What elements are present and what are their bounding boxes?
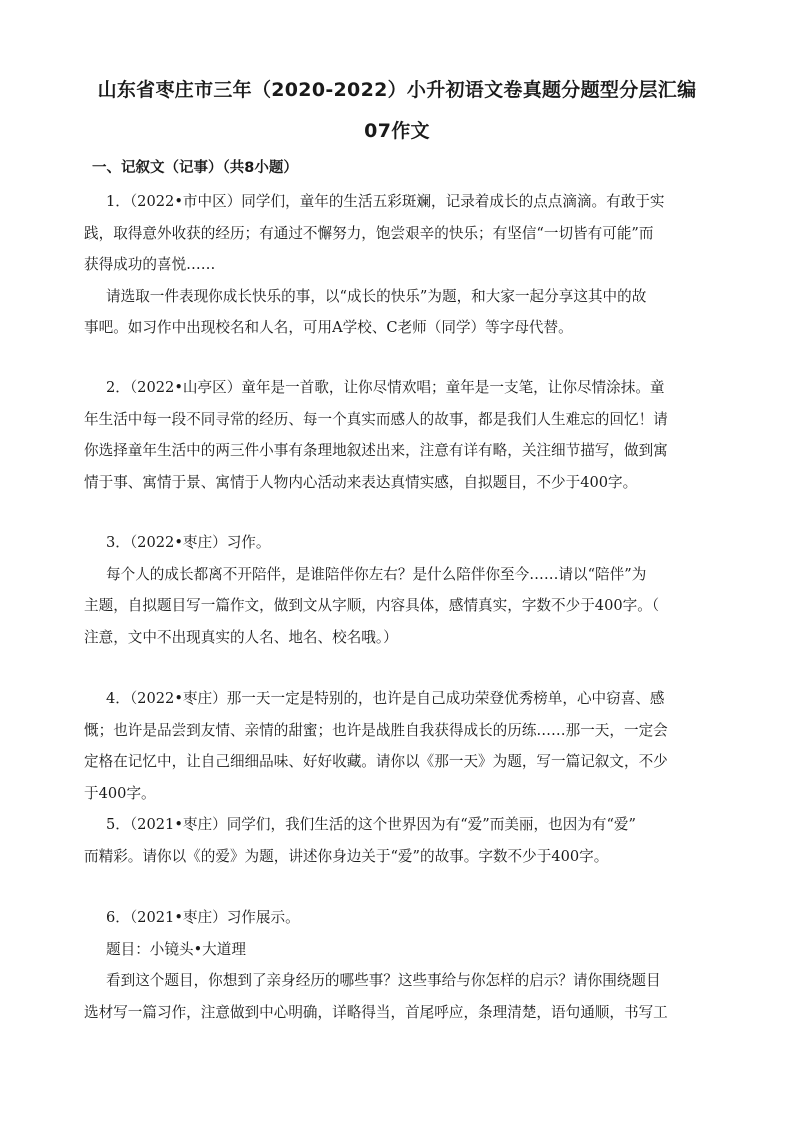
question-2-line: 2．（2022•山亭区）童年是一首歌，让你尽情欢唱；童年是一支笔，让你尽情涂抹。童 — [106, 379, 665, 396]
question-4-line: 定格在记忆中，让自己细细品味、好好收藏。请你以《那一天》为题，写一篇记叙文，不少 — [84, 753, 668, 770]
document-title-line-2: 07作文 — [364, 120, 430, 142]
question-2-line: 情于事、寓情于景、寓情于人物内心活动来表达真情实感，自拟题目，不少于400字。 — [84, 473, 638, 491]
question-6-line: 6．（2021•枣庄）习作展示。 — [106, 909, 300, 926]
question-4-line: 慨；也许是品尝到友情、亲情的甜蜜；也许是战胜自我获得成长的历练……那一天，一定会 — [84, 721, 668, 739]
question-1-line: 获得成功的喜悦…… — [84, 256, 216, 273]
question-4 — [84, 683, 730, 809]
question-6-line: 看到这个题目，你想到了亲身经历的哪些事？这些事给与你怎样的启示？请你围绕题目 — [106, 972, 661, 989]
question-2-line: 年生活中每一段不同寻常的经历、每一个真实而感人的故事，都是我们人生难忘的回忆！请 — [84, 410, 668, 428]
question-2 — [84, 372, 730, 498]
question-4-line: 于400字。 — [84, 784, 156, 802]
question-1-line: 1．（2022•市中区）同学们，童年的生活五彩斑斓，记录着成长的点点滴滴。有敢于实 — [106, 193, 665, 210]
question-4-line: 4．（2022•枣庄）那一天一定是特别的，也许是自己成功荣登优秀榜单，心中窃喜、感 — [106, 690, 665, 707]
question-3-line: 每个人的成长都离不开陪伴，是谁陪伴你左右？是什么陪伴你至今……请以“陪伴”为 — [106, 565, 647, 583]
question-1-line: 请选取一件表现你成长快乐的事，以“成长的快乐”为题，和大家一起分享这其中的故 — [106, 287, 647, 305]
question-5 — [84, 809, 730, 872]
question-3-line: 主题，自拟题目写一篇作文，做到文从字顺，内容具体，感情真实，字数不少于400字。（ — [84, 597, 660, 614]
question-3-line: 注意，文中不出现真实的人名、地名、校名哦。） — [84, 628, 398, 646]
document-title-line-1: 山东省枣庄市三年（2020-2022）小升初语文卷真题分题型分层汇编 — [97, 79, 697, 101]
question-6-line: 题目：小镜头•大道理 — [106, 940, 246, 958]
question-3-line: 3．（2022•枣庄）习作。 — [106, 534, 271, 551]
question-6 — [84, 902, 730, 1028]
question-2-line: 你选择童年生活中的两三件小事有条理地叙述出来，注意有详有略，关注细节描写，做到寓 — [84, 442, 668, 459]
question-5-line: 而精彩。请你以《的爱》为题，讲述你身边关于“爱”的故事。字数不少于400字。 — [84, 847, 609, 865]
question-1-line: 事吧。如习作中出现校名和人名，可用A学校、C老师（同学）等字母代替。 — [84, 319, 573, 336]
question-1-line: 践，取得意外收获的经历；有通过不懈努力，饱尝艰辛的快乐；有坚信“一切皆有可能”而 — [84, 224, 654, 242]
question-6-line: 选材写一篇习作，注意做到中心明确，详略得当，首尾呼应，条理清楚，语句通顺，书写工 — [84, 1003, 668, 1021]
question-3 — [84, 527, 730, 653]
question-1 — [84, 186, 730, 344]
question-5-line: 5．（2021•枣庄）同学们，我们生活的这个世界因为有“爱”而美丽，也因为有“爱” — [106, 816, 636, 833]
section-heading: 一、记叙文（记事）（共8小题） — [92, 160, 298, 176]
